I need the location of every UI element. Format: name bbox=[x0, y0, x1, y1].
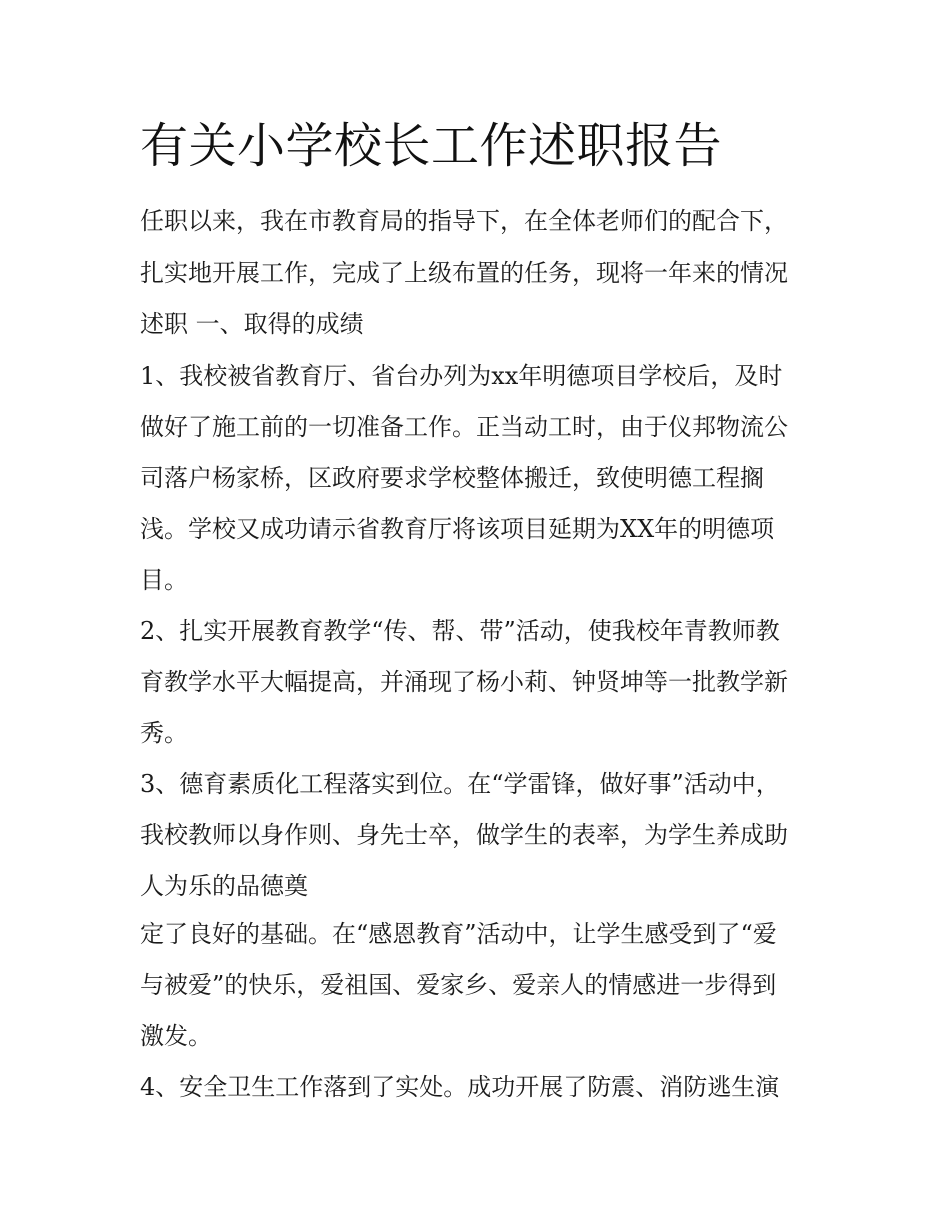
text-line: 1、我校被省教育厅、省台办列为xx年明德项目学校后，及时 bbox=[140, 362, 783, 390]
document-title: 有关小学校长工作述职报告 bbox=[140, 118, 723, 174]
text-line: 3、德育素质化工程落实到位。在“学雷锋，做好事”活动中， bbox=[140, 770, 780, 798]
text-line: 目。 bbox=[140, 566, 188, 594]
text-line: 育教学水平大幅提高，并涌现了杨小莉、钟贤坤等一批教学新 bbox=[140, 668, 788, 696]
text-line: 秀。 bbox=[140, 719, 188, 747]
text-line: 做好了施工前的一切准备工作。正当动工时，由于仪邦物流公 bbox=[140, 413, 788, 441]
text-line: 浅。学校又成功请示省教育厅将该项目延期为XX年的明德项 bbox=[140, 515, 775, 543]
text-line: 激发。 bbox=[140, 1022, 212, 1050]
text-line: 司落户杨家桥，区政府要求学校整体搬迁，致使明德工程搁 bbox=[140, 464, 764, 492]
text-line: 与被爱”的快乐，爱祖国、爱家乡、爱亲人的情感进一步得到 bbox=[140, 971, 777, 999]
text-line: 4、安全卫生工作落到了实处。成功开展了防震、消防逃生演 bbox=[140, 1073, 780, 1101]
text-line: 我校教师以身作则、身先士卒，做学生的表率，为学生养成助 bbox=[140, 821, 788, 849]
text-line: 述职 一、取得的成绩 bbox=[140, 310, 364, 338]
text-line: 定了良好的基础。在“感恩教育”活动中，让学生感受到了“爱 bbox=[140, 920, 777, 948]
text-line: 人为乐的品德奠 bbox=[140, 872, 308, 900]
text-line: 任职以来，我在市教育局的指导下，在全体老师们的配合下， bbox=[140, 207, 788, 235]
text-line: 扎实地开展工作，完成了上级布置的任务，现将一年来的情况 bbox=[140, 259, 788, 287]
text-line: 2、扎实开展教育教学“传、帮、带”活动，使我校年青教师教 bbox=[140, 617, 780, 645]
